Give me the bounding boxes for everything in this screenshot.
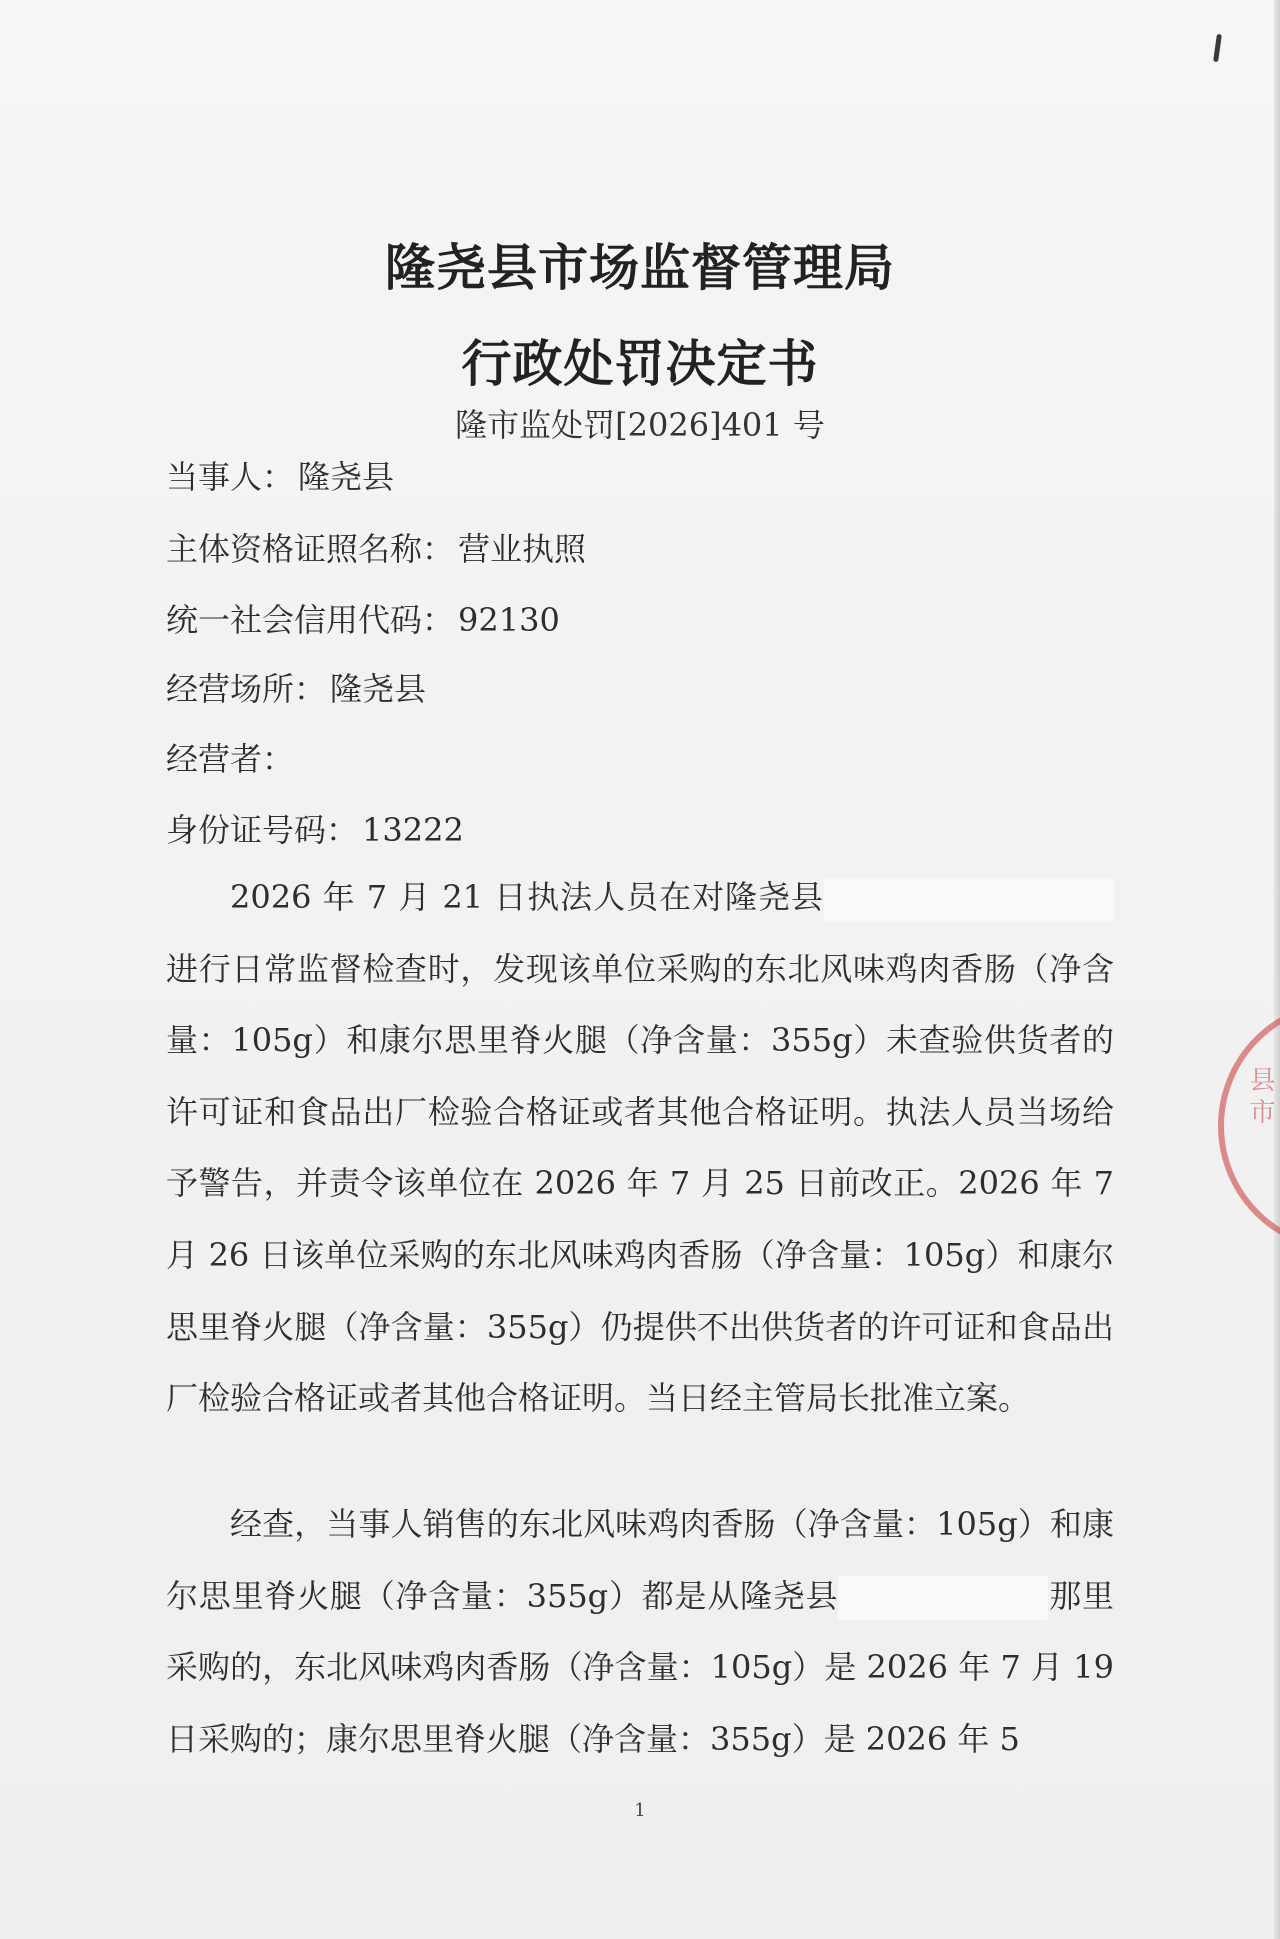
para2-end-text: 那里采购的，东北风味鸡肉香肠（净含量：105g）是 2026 年 7 月 19 日采购的；康尔思里脊火腿（净含量：355g）是 2026 年 5 (166, 1576, 1114, 1758)
corner-pen-mark (1213, 34, 1222, 62)
document-number: 隆市监处罚[2026]401 号 (455, 406, 825, 444)
credit-code-label: 统一社会信用代码： (166, 601, 455, 639)
credit-code-value: 92130 (458, 601, 560, 639)
official-seal-stamp (1218, 1000, 1280, 1252)
operator-label: 经营者： (166, 740, 295, 778)
body-paragraph-1 (166, 862, 1114, 1435)
license-label: 主体资格证照名称： (166, 530, 455, 568)
seal-text: 县市 (1245, 1066, 1275, 1130)
id-number-field (166, 805, 464, 851)
premises-field (166, 664, 426, 710)
premises-value: 隆尧县 (330, 670, 427, 708)
body-paragraph-2 (166, 1489, 1114, 1775)
license-field (166, 524, 586, 570)
organization-title: 隆尧县市场监督管理局 (385, 238, 895, 297)
operator-field (166, 734, 294, 780)
para2-start-text: 经查，当事人销售的东北风味鸡肉香肠（净含量：105g）和康尔思里脊火腿（净含量：355g）都是从隆尧县 (166, 1505, 1114, 1615)
redacted-region (824, 878, 1114, 922)
party-label: 当事人： (166, 458, 295, 496)
document-title: 行政处罚决定书 (461, 334, 819, 393)
para1-start-text: 2026 年 7 月 21 日执法人员在对隆尧县 (230, 878, 824, 916)
premises-label: 经营场所： (166, 670, 327, 708)
party-value: 隆尧县 (298, 458, 395, 496)
page-number: 1 (634, 1800, 646, 1821)
party-field (166, 452, 394, 498)
redacted-region (838, 1576, 1048, 1620)
credit-code-field (166, 595, 560, 641)
id-number-label: 身份证号码： (166, 811, 359, 849)
license-value: 营业执照 (458, 530, 587, 568)
id-number-value: 13222 (362, 811, 464, 849)
para1-end-text: 进行日常监督检查时，发现该单位采购的东北风味鸡肉香肠（净含量：105g）和康尔思里脊火腿（净含量：355g）未查验供货者的许可证和食品出厂检验合格证或者其他合格证明。执法人员当场给予警告，并责令该单位在 2026 年 7 月 25 日前改正。2026 年 7 月 26 日该单位采购的东北风味鸡肉香肠（净含量：105g）和康尔思里脊火腿（净含量：355g）仍提供不出供货者的许可证和食品出厂检验合格证或者其他合格证明。当日经主管局长批准立案。 (166, 949, 1114, 1418)
